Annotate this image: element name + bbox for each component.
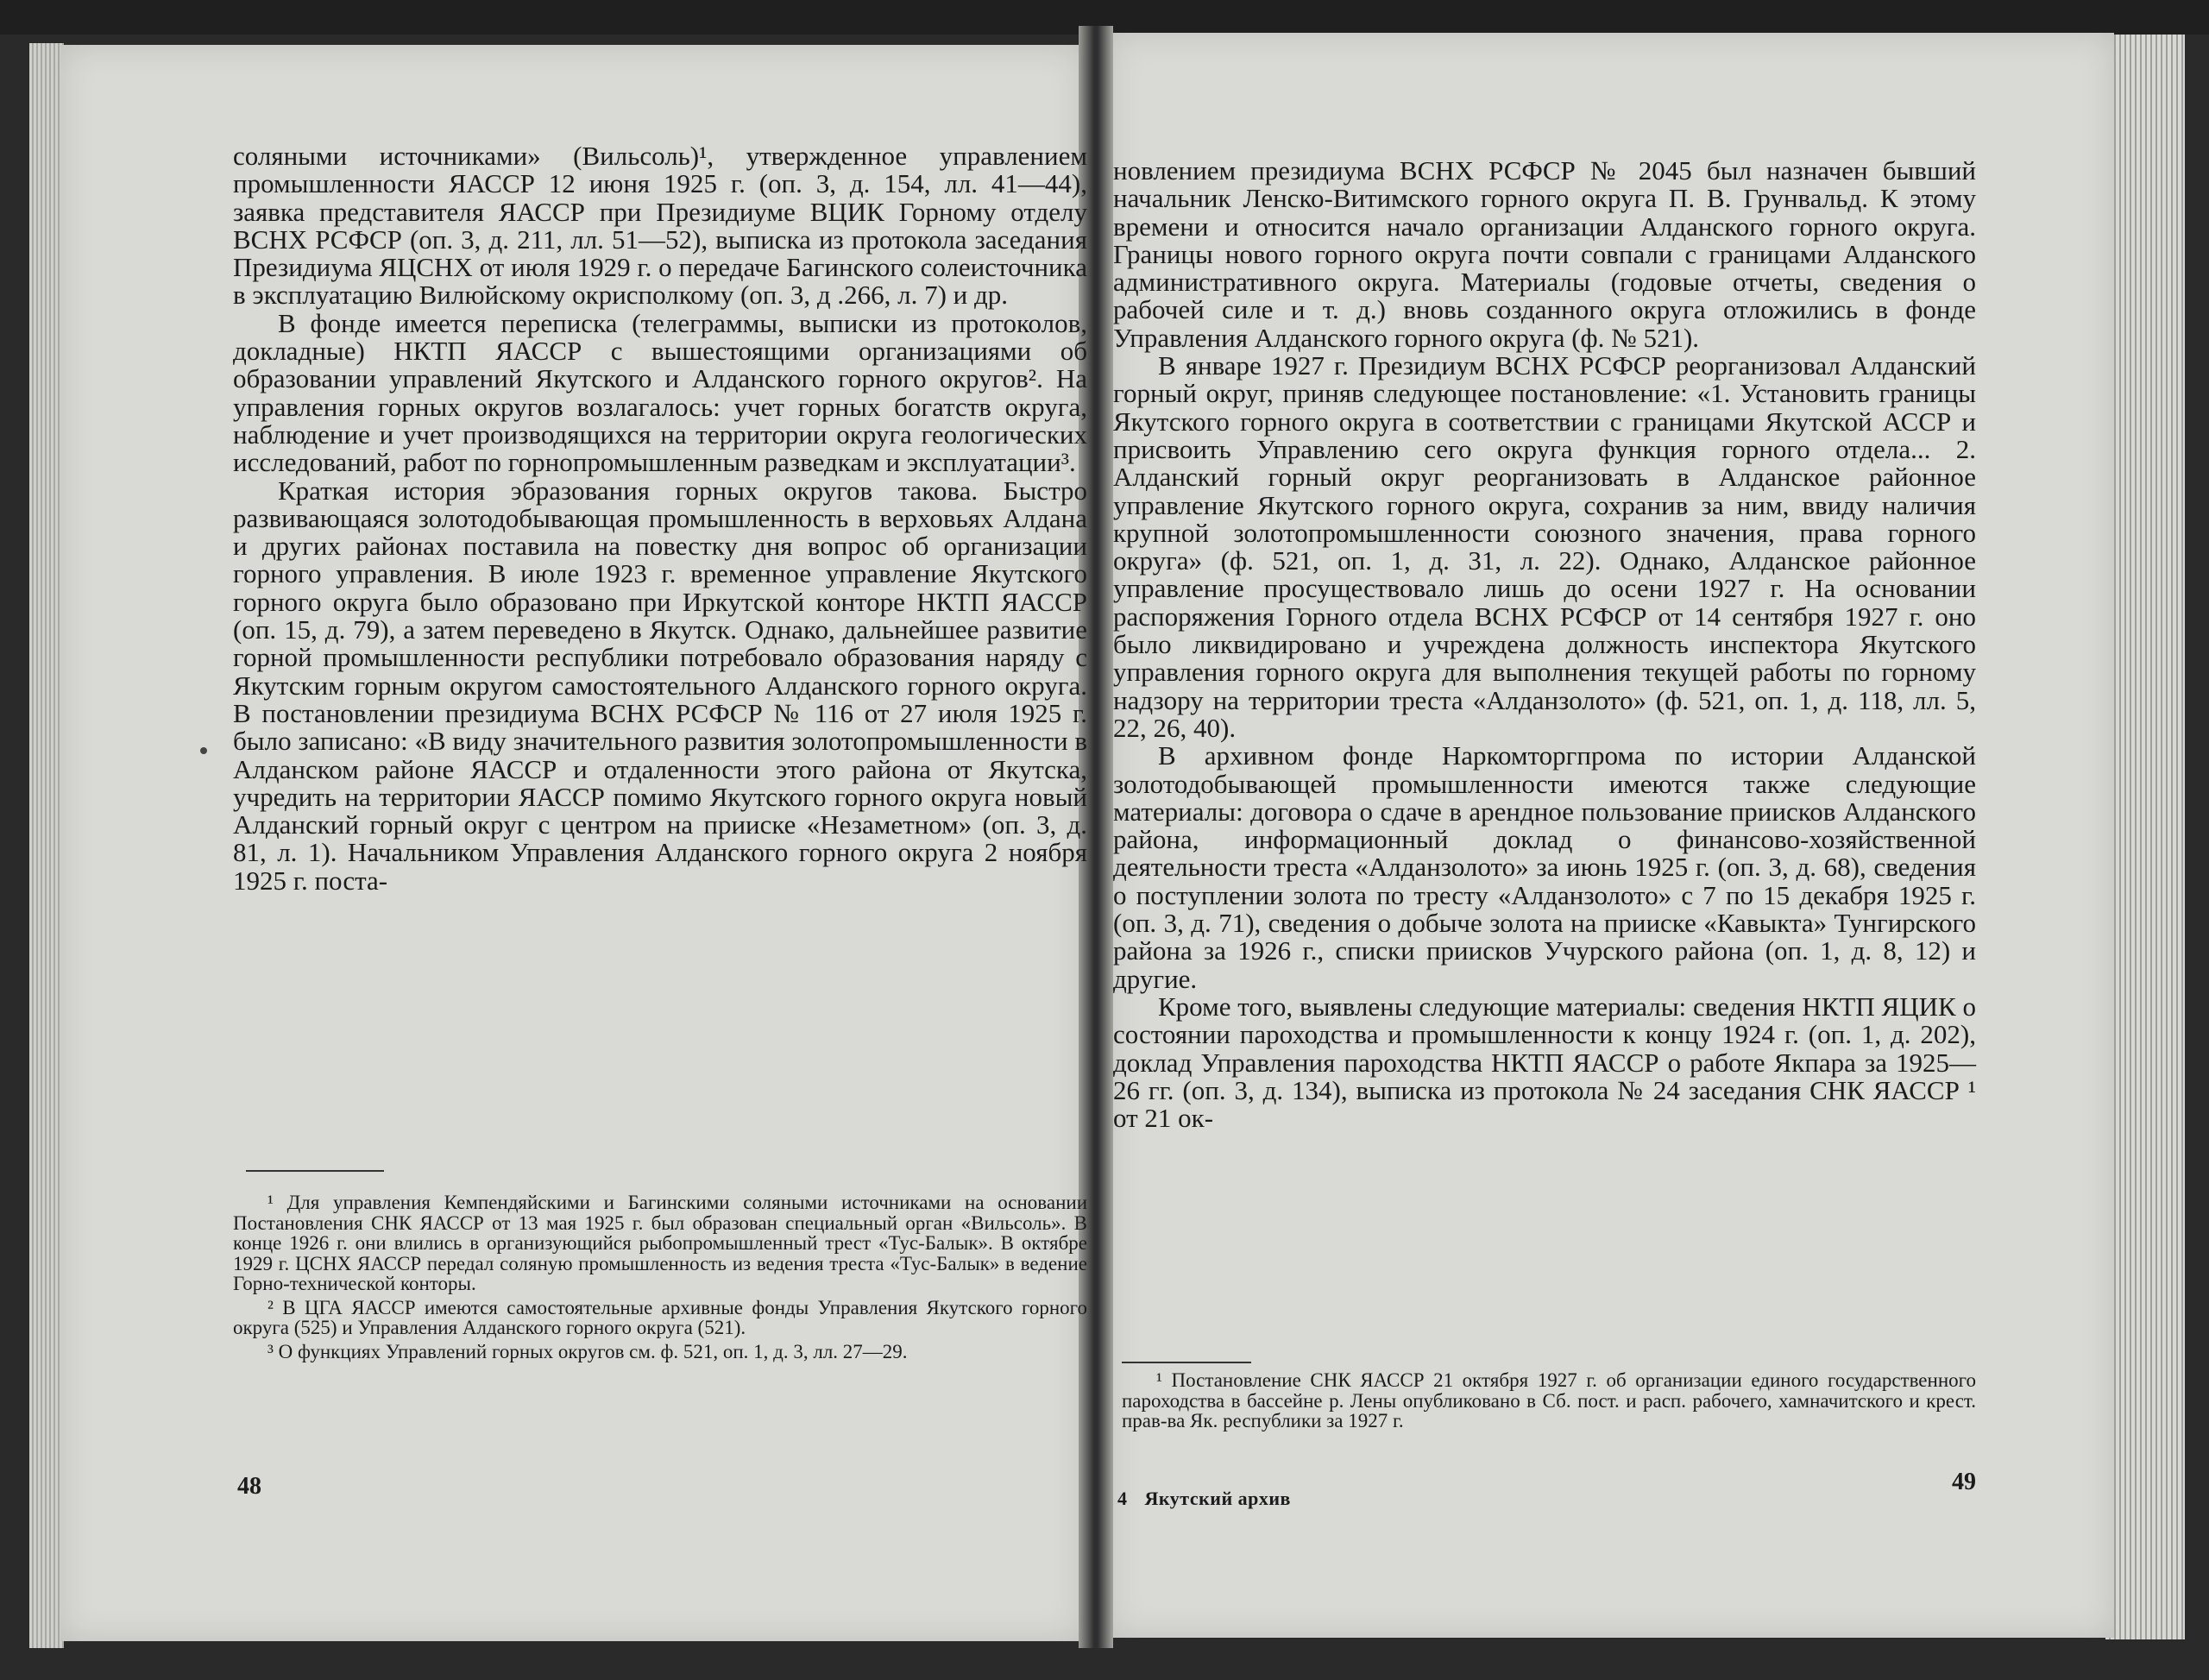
margin-mark (200, 747, 207, 754)
right-paragraph-2: В январе 1927 г. Президиум ВСНХ РСФСР реорганизовал Алданский горный округ, приняв следующее постановление: «1. Установить границы Якутского горного округа в соответствии с границами Якутской АССР и присвоить Управлению сего округа функция горного отдела... 2. Алданский горный округ реорганизовать в Алданское районное управление Якутского горного округа, сохранив за ним, ввиду наличия крупной золотопромышленности союзного значения, права горного округа» (ф. 521, оп. 1, д. 31, л. 22). Однако, Алданское районное управление просуществовало лишь до осени 1927 г. На основании распоряжения Горного отдела ВСНХ РСФСР от 14 сентября 1927 г. оно было ликвидировано и учреждена должность инспектора Якутского управления горного округа для выполнения текущей работы по горному надзору на территории треста «Алданзолото» (ф. 521, оп. 1, д. 118, лл. 5, 22, 26, 40). (1113, 350, 1976, 743)
signature-title: Якутский архив (1144, 1488, 1291, 1509)
signature-number: 4 (1117, 1488, 1128, 1509)
left-footnote-1: ¹ Для управления Кемпендяйскими и Багинскими соляными источниками на основании Постановления СНК ЯАССР от 13 мая 1925 г. был образован специальный орган «Вильсоль». В конце 1926 г. они влились в организующийся рыбопромышленный трест «Тус-Балык». В октябре 1929 г. ЦСНХ ЯАССР передал соляную промышленность из ведения треста «Тус-Балык» в ведение Горно-технической конторы. (233, 1192, 1087, 1294)
printer-signature (1117, 1488, 1291, 1510)
left-footnote-3: ³ О функциях Управлений горных округов см. ф. 521, оп. 1, д. 3, лл. 27—29. (267, 1340, 908, 1362)
right-footnote-rule (1122, 1362, 1251, 1363)
right-paragraph-4: Кроме того, выявлены следующие материалы: сведения НКТП ЯЦИК о состоянии пароходства и промышленности к концу 1924 г. (оп. 1, д. 202), доклад Управления пароходства НКТП ЯАССР о работе Якпара за 1925—26 гг. (оп. 3, д. 134), выписка из протокола № 24 заседания СНК ЯАССР ¹ от 21 ок- (1113, 991, 1976, 1134)
left-paragraph-2: В фонде имеется переписка (телеграммы, выписки из протоколов, докладные) НКТП ЯАССР с вышестоящими организациями об образовании управлений Якутского и Алданского горного округов². На управления горных округов возлагалось: учет горных богатств округа, наблюдение и учет производящихся на территории округа геологических исследований, работ по горнопромышленным разведкам и эксплуатации³. (233, 307, 1087, 478)
right-page-body (1113, 157, 1976, 1132)
left-footnote-rule (246, 1170, 384, 1172)
right-paragraph-1: новлением президиума ВСНХ РСФСР № 2045 был назначен бывший начальник Ленско-Витимского горного округа П. В. Грунвальд. К этому времени и относится начало организации Алданского горного округа. Границы нового горного округа почти совпали с границами Алданского административного округа. Материалы (годовые отчеты, сведения о рабочей силе и т. д.) вновь созданного округа отложились в фонде Управления Алданского горного округа (ф. № 521). (1113, 155, 1976, 353)
left-page-number: 48 (237, 1473, 261, 1500)
right-footnotes (1122, 1370, 1976, 1435)
left-paragraph-1: соляными источниками» (Вильсоль)¹, утвержденное управлением промышленности ЯАССР 12 июня 1925 г. (оп. 3, д. 154, лл. 41—44), заявка представителя ЯАССР при Президиуме ВЦИК Горному отделу ВСНХ РСФСР (оп. 3, д. 211, лл. 51—52), выписка из протокола заседания Президиума ЯЦСНХ от июля 1929 г. о передаче Багинского солеисточника в эксплуатацию Вилюйскому окрисполкому (оп. 3, д .266, л. 7) и др. (233, 141, 1087, 311)
right-footnote-1: ¹ Постановление СНК ЯАССР 21 октября 1927 г. об организации единого государственного пароходства в бассейне р. Лены опубликовано в Сб. пост. и расп. рабочего, хамначитского и крест. прав-ва Як. республики за 1927 г. (1122, 1369, 1976, 1431)
right-paragraph-3: В архивном фонде Наркомторгпрома по истории Алданской золотодобывающей промышленности имеются также следующие материалы: договора о сдаче в арендное пользование приисков Алданского района, информационный доклад о финансово-хозяйственной деятельности треста «Алданзолото» за июнь 1925 г. (оп. 3, д. 68), сведения о поступлении золота по тресту «Алданзолото» с 7 по 15 декабря 1925 г. (оп. 3, д. 71), сведения о добыче золота на прииске «Кавыкта» Тунгирского района за 1926 г., списки приисков Учурского района (оп. 1, д. 8, 12) и другие. (1113, 740, 1976, 994)
left-footnotes (233, 1192, 1087, 1365)
left-footnote-2: ² В ЦГА ЯАССР имеются самостоятельные архивные фонды Управления Якутского горного округа (525) и Управления Алданского горного округа (521). (233, 1296, 1087, 1338)
left-page-body (233, 142, 1087, 895)
right-page-edges (2105, 35, 2185, 1639)
right-page-number: 49 (1952, 1469, 1976, 1495)
left-paragraph-3: Краткая история эбразования горных округов такова. Быстро развивающаяся золотодобывающая промышленность в верховьях Алдана и других районах поставила на повестку дня вопрос об организации горного управления. В июле 1923 г. временное управление Якутского горного округа было образовано при Иркутской конторе НКТП ЯАССР (оп. 15, д. 79), а затем переведено в Якутск. Однако, дальнейшее развитие горной промышленности республики потребовало образования наряду с Якутским горным округом самостоятельного Алданского горного округа. В постановлении президиума ВСНХ РСФСР № 116 от 27 июля 1925 г. было записано: «В виду значительного развития золотопромышленности в Алданском районе ЯАССР и отдаленности этого района от Якутска, учредить на территории ЯАССР помимо Якутского горного округа новый Алданский горный округ с центром на прииске «Незаметном» (оп. 3, д. 81, л. 1). Начальником Управления Алданского горного округа 2 ноября 1925 г. поста- (233, 475, 1087, 896)
left-page-edges (29, 43, 64, 1648)
